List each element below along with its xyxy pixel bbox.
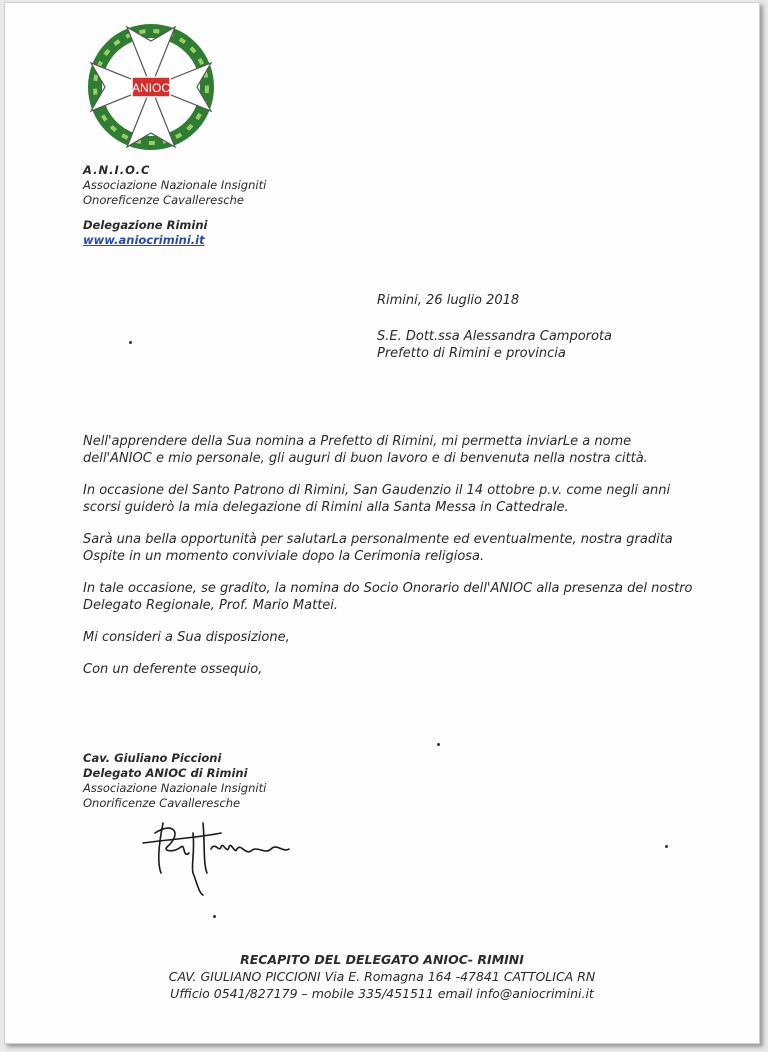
- logo-text: ANIOC: [131, 81, 171, 95]
- closing-salutation: Con un deferente ossequio,: [83, 662, 263, 677]
- closing-line: Mi consideri a Sua disposizione,: [83, 630, 290, 645]
- body-paragraph: In tale occasione, se gradito, la nomina do Socio Onorario dell'ANIOC alla presenza del nostro Delegato Regionale, Prof. Mario Mattei.: [83, 581, 693, 613]
- body-paragraph: Sarà una bella opportunità per salutarLa personalmente ed eventualmente, nostra gradita Ospite in un momento conviviale dopo la Cerimonia religiosa.: [83, 532, 673, 564]
- scan-speck: [665, 845, 668, 848]
- org-name-line1: Associazione Nazionale Insigniti: [83, 178, 267, 192]
- org-name-line2: Onoreficenze Cavalleresche: [83, 193, 244, 207]
- scan-speck: [437, 743, 440, 746]
- letter-body: [83, 433, 693, 693]
- recipient-name: S.E. Dott.ssa Alessandra Camporota: [377, 329, 613, 344]
- scan-speck: [213, 915, 216, 918]
- signer-role: Delegato ANIOC di Rimini: [83, 766, 248, 780]
- signer-org-line1: Associazione Nazionale Insigniti: [83, 781, 267, 795]
- scan-speck: [129, 341, 132, 344]
- footer-address: CAV. GIULIANO PICCIONI Via E. Romagna 164 -47841 CATTOLICA RN: [168, 969, 596, 984]
- letter-date: Rimini, 26 luglio 2018: [377, 293, 520, 308]
- signer-org-line2: Onorificenze Cavalleresche: [83, 796, 241, 810]
- recipient-block: [377, 328, 612, 362]
- footer-contacts: [5, 951, 759, 1002]
- website-link[interactable]: www.aniocrimini.it: [83, 233, 205, 247]
- handwritten-signature: [133, 803, 313, 903]
- footer-heading: RECAPITO DEL DELEGATO ANIOC- RIMINI: [240, 952, 524, 967]
- footer-contact-line: Ufficio 0541/827179 – mobile 335/451511 email info@aniocrimini.it: [170, 986, 594, 1001]
- signature-block: [83, 751, 266, 811]
- delegation-label: Delegazione Rimini: [83, 218, 208, 232]
- anioc-logo: [85, 21, 217, 153]
- signer-name: Cav. Giuliano Piccioni: [83, 751, 222, 765]
- body-paragraph: Nell'apprendere della Sua nomina a Prefetto di Rimini, mi permetta inviarLe a nome dell'ANIOC e mio personale, gli auguri di buon lavoro e di benvenuta nella nostra città.: [83, 434, 648, 466]
- org-abbreviation: A.N.I.O.C: [83, 163, 151, 177]
- body-paragraph: In occasione del Santo Patrono di Rimini, San Gaudenzio il 14 ottobre p.v. come negli anni scorsi guiderò la mia delegazione di Rimini alla Santa Messa in Cattedrale.: [83, 483, 671, 515]
- recipient-title: Prefetto di Rimini e provincia: [377, 346, 566, 361]
- letter-page: [4, 2, 760, 1044]
- organization-header: [83, 163, 266, 248]
